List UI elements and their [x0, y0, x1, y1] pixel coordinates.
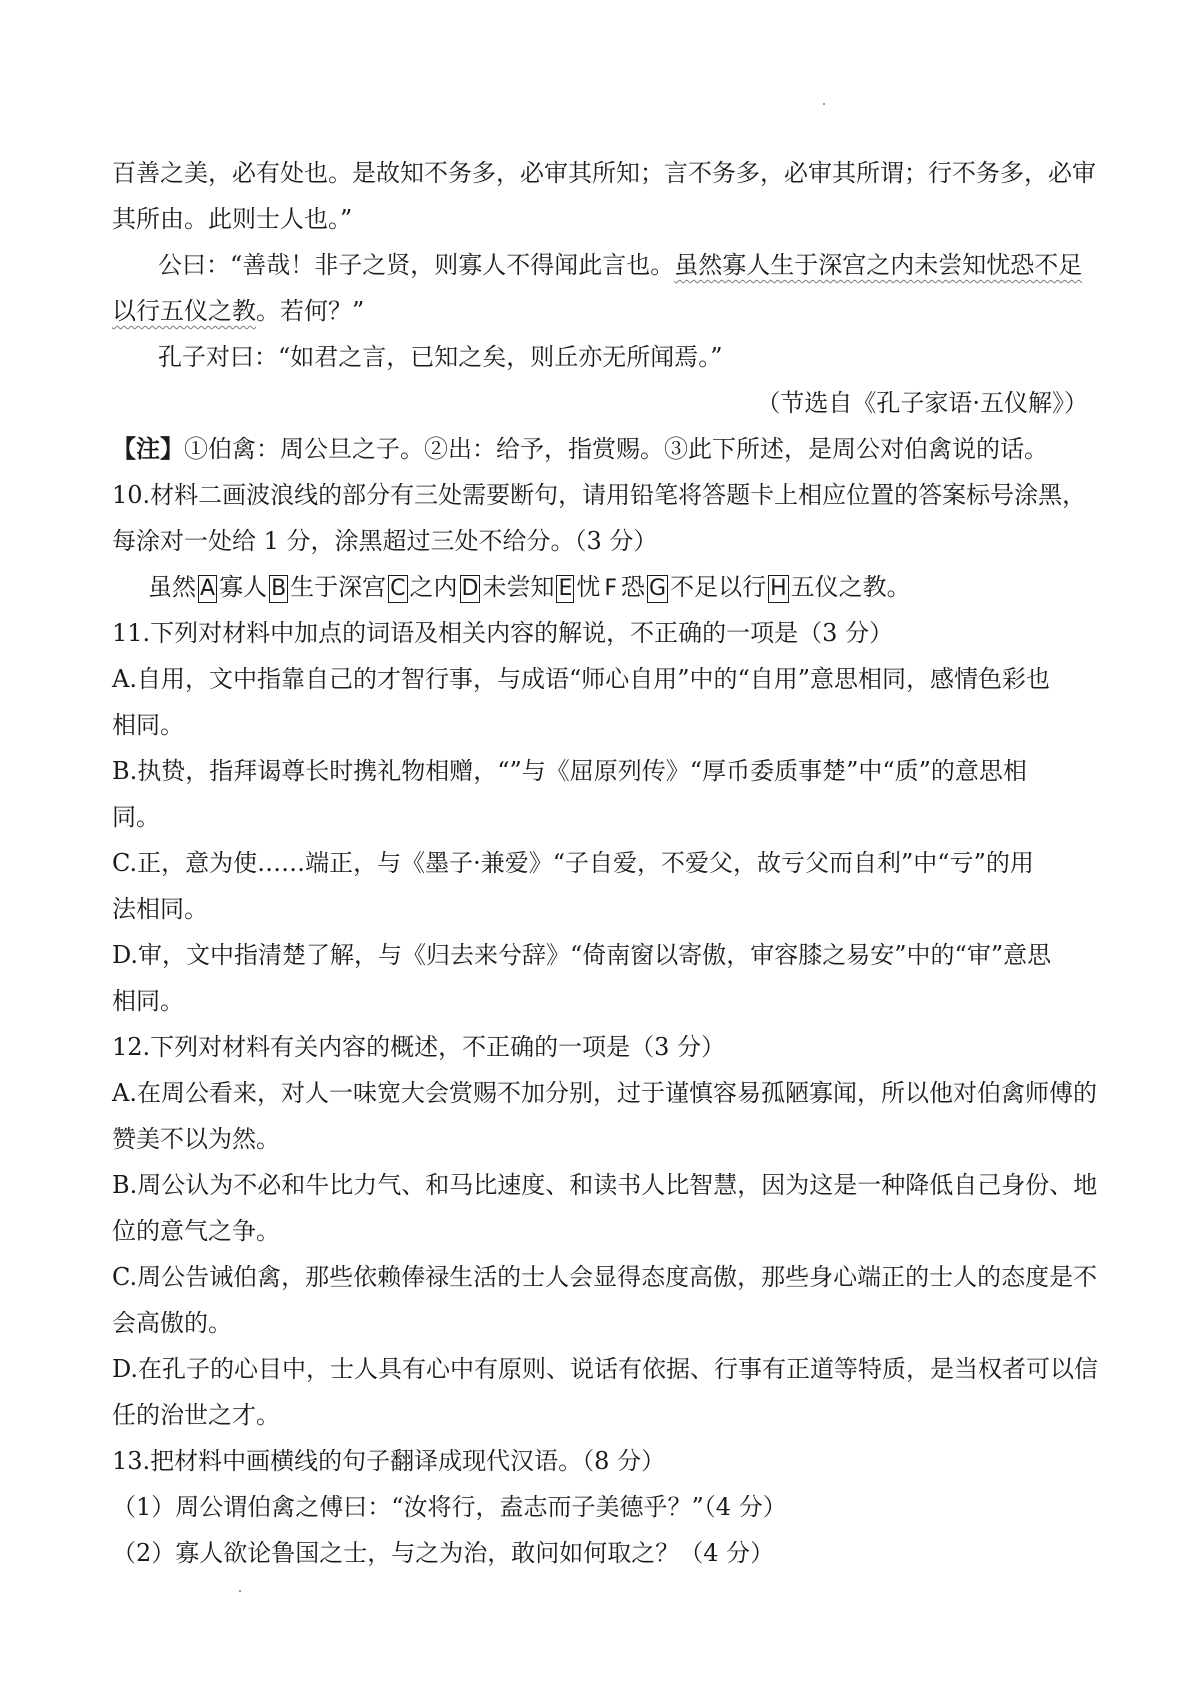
question-12-option-d: D.在孔子的心目中，士人具有心中有原则、说话有依据、行事有正道等特质，是当权者可以信: [112, 1355, 1099, 1383]
segment: 忧: [576, 573, 601, 601]
question-12-option-b: 位的意气之争。: [112, 1217, 280, 1245]
question-12-option-c: C.周公告诫伯禽，那些依赖俸禄生活的士人会显得态度高傲，那些身心端正的士人的态度是不: [112, 1263, 1098, 1291]
question-11-option-d: 相同。: [112, 987, 184, 1015]
source-citation: （节选自《孔子家语·五仪解》）: [756, 389, 1088, 417]
segment: 虽然: [148, 573, 196, 601]
question-13-sentence-2: （2）寡人欲论鲁国之士，与之为治，敢问如何取之？（4 分）: [112, 1539, 775, 1567]
question-11-option-a: A.自用，文中指靠自己的才智行事，与成语“师心自用”中的“自用”意思相同，感情色彩也: [112, 665, 1051, 693]
passage-text: 公曰：“善哉！非子之贤，则寡人不得闻此言也。: [158, 251, 675, 279]
break-option-c[interactable]: C: [390, 576, 406, 601]
segment: 未尝知: [482, 573, 555, 601]
passage-line: [112, 295, 1102, 327]
segment: 生于深宫: [290, 573, 387, 601]
annotation-note: [112, 433, 1102, 465]
question-10-stem: 10.材料二画波浪线的部分有三处需要断句，请用铅笔将答题卡上相应位置的答案标号涂黑，: [112, 481, 1087, 509]
segment: 不足以行: [670, 573, 767, 601]
scan-speck: [239, 1590, 241, 1592]
question-12-option-c: 会高傲的。: [112, 1309, 232, 1337]
segment: 五仪之教。: [790, 573, 911, 601]
question-12-option-a: A.在周公看来，对人一味宽大会赏赐不加分别，过于谨慎容易孤陋寡闻，所以他对伯禽师傅的: [112, 1079, 1097, 1107]
question-11-option-a: 相同。: [112, 711, 184, 739]
note-text: ①伯禽：周公旦之子。②出：给予，指赏赐。③此下所述，是周公对伯禽说的话。: [184, 435, 1048, 463]
question-11-option-b: 同。: [112, 803, 160, 831]
wavy-underlined-sentence: 以行五仪之教: [112, 297, 256, 325]
break-option-a[interactable]: A: [200, 576, 216, 601]
question-12-option-d: 任的治世之才。: [112, 1401, 280, 1429]
passage-line: 百善之美，必有处也。是故知不务多，必审其所知；言不务多，必审其所谓；行不务多，必审: [112, 159, 1096, 187]
note-label: 【注】: [112, 434, 184, 463]
segment: 之内: [409, 573, 458, 601]
segment: 寡人: [219, 573, 268, 601]
question-12-option-b: B.周公认为不必和牛比力气、和马比速度、和读书人比智慧，因为这是一种降低自己身份、地: [112, 1171, 1098, 1199]
question-13-stem: 13.把材料中画横线的句子翻译成现代汉语。（8 分）: [112, 1447, 666, 1475]
break-option-g[interactable]: G: [649, 576, 667, 601]
scan-speck: [823, 103, 825, 105]
break-option-h[interactable]: H: [770, 576, 787, 601]
wavy-underlined-sentence: 虽然寡人生于深宫之内未尝知忧恐不足: [674, 251, 1083, 279]
question-13-sentence-1: （1）周公谓伯禽之傅曰：“汝将行，盍志而子美德乎？”（4 分）: [112, 1493, 787, 1521]
question-11-stem: 11.下列对材料中加点的词语及相关内容的解说，不正确的一项是（3 分）: [112, 619, 894, 647]
break-option-d[interactable]: D: [461, 576, 479, 601]
passage-line: 其所由。此则士人也。”: [112, 205, 353, 233]
passage-paragraph: [158, 249, 1148, 281]
passage-text: 。若何？”: [256, 297, 365, 325]
question-10-stem: 每涂对一处给 1 分，涂黑超过三处不给分。（3 分）: [112, 527, 658, 555]
break-option-f[interactable]: F: [604, 576, 618, 601]
question-12-stem: 12.下列对材料有关内容的概述，不正确的一项是（3 分）: [112, 1033, 726, 1061]
segment: 恐: [621, 573, 646, 601]
question-11-option-d: D.审，文中指清楚了解，与《归去来兮辞》“倚南窗以寄傲，审容膝之易安”中的“审”意思: [112, 941, 1052, 969]
question-10-sentence: [148, 571, 1138, 605]
question-11-option-c: C.正，意为使……端正，与《墨子·兼爱》“子自爱，不爱父，故亏父而自利”中“亏”的用: [112, 849, 1034, 877]
question-11-option-b: B.执贽，指拜谒尊长时携礼物相赠，“”与《屈原列传》“厚币委质事楚”中“质”的意思相: [112, 757, 1027, 785]
question-12-option-a: 赞美不以为然。: [112, 1125, 280, 1153]
break-option-e[interactable]: E: [558, 576, 573, 601]
passage-paragraph: 孔子对曰：“如君之言，已知之矣，则丘亦无所闻焉。”: [158, 343, 723, 371]
break-option-b[interactable]: B: [271, 576, 287, 601]
question-11-option-c: 法相同。: [112, 895, 208, 923]
